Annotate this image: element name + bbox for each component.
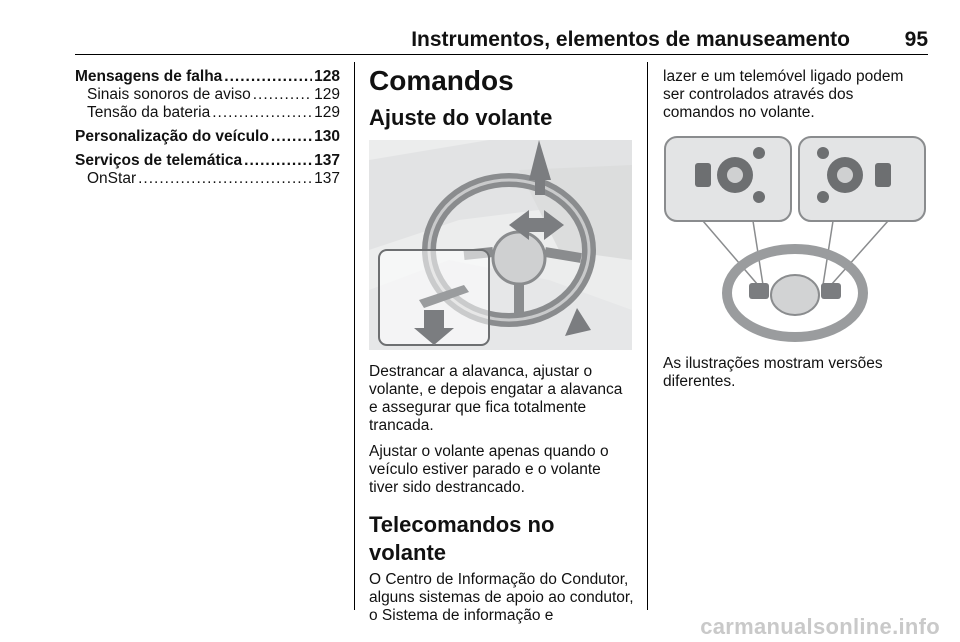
- toc-leader: [138, 170, 312, 188]
- steering-wheel-controls-illustration: [663, 135, 926, 342]
- toc-entry-label: Mensagens de falha: [75, 68, 223, 85]
- body-paragraph: Ajustar o volante apenas quando o veículo estiver parado e o volante tiver sido destrancado.: [369, 443, 609, 496]
- toc-leader: [271, 128, 312, 146]
- body-paragraph: Destrancar a alavanca, ajustar o volante, e depois engatar a alavanca e assegurar que fica totalmente trancada.: [369, 363, 623, 434]
- toc-entry-page: 129: [314, 104, 340, 121]
- toc-entry-label: Serviços de telemática: [75, 152, 243, 169]
- running-header-title: Instrumentos, elementos de manuseamento: [411, 28, 850, 51]
- column-divider: [647, 62, 648, 610]
- toc-leader: [244, 152, 312, 170]
- steering-wheel-adjustment-illustration: [369, 140, 632, 350]
- right-column-caption: [663, 355, 928, 391]
- table-of-contents: [75, 68, 340, 188]
- subsection-heading: Telecomandos no volante: [369, 512, 555, 565]
- toc-entry-page: 130: [314, 128, 340, 145]
- toc-leader: [224, 68, 312, 86]
- toc-entry[interactable]: [75, 68, 340, 86]
- toc-leader: [253, 86, 312, 104]
- header-rule: [75, 54, 928, 55]
- toc-entry-label: Tensão da bateria: [87, 104, 211, 121]
- toc-entry[interactable]: [75, 128, 340, 146]
- toc-entry-page: 129: [314, 86, 340, 103]
- main-column-text: [369, 363, 634, 625]
- toc-entry-label: Sinais sonoros de aviso: [87, 86, 251, 103]
- section-heading: Comandos: [369, 65, 514, 96]
- toc-entry-label: OnStar: [87, 170, 137, 187]
- toc-entry-page: 137: [314, 152, 340, 169]
- subsection-heading: Ajuste do volante: [369, 105, 553, 130]
- toc-entry-label: Personalização do veículo: [75, 128, 269, 145]
- toc-entry[interactable]: [75, 104, 340, 122]
- figure-caption: As ilustrações mostram versões diferentes.: [663, 355, 883, 390]
- body-paragraph: lazer e um telemóvel ligado podem ser controlados através dos comandos no volante.: [663, 68, 904, 121]
- column-divider: [354, 62, 355, 610]
- toc-leader: [212, 104, 312, 122]
- body-paragraph: O Centro de Informação do Condutor, alguns sistemas de apoio ao condutor, o Sistema de informação e: [369, 571, 634, 624]
- toc-entry-page: 128: [314, 68, 340, 85]
- toc-entry-page: 137: [314, 170, 340, 187]
- right-column: [663, 68, 928, 122]
- toc-entry[interactable]: [75, 152, 340, 170]
- wheel-controls-figure: [663, 135, 926, 342]
- watermark-text: carmanualsonline.info: [700, 614, 940, 639]
- toc-entry[interactable]: [75, 170, 340, 188]
- page-number: 95: [904, 28, 928, 51]
- steering-adjust-figure: [369, 140, 632, 350]
- toc-entry[interactable]: [75, 86, 340, 104]
- main-column: [369, 64, 634, 132]
